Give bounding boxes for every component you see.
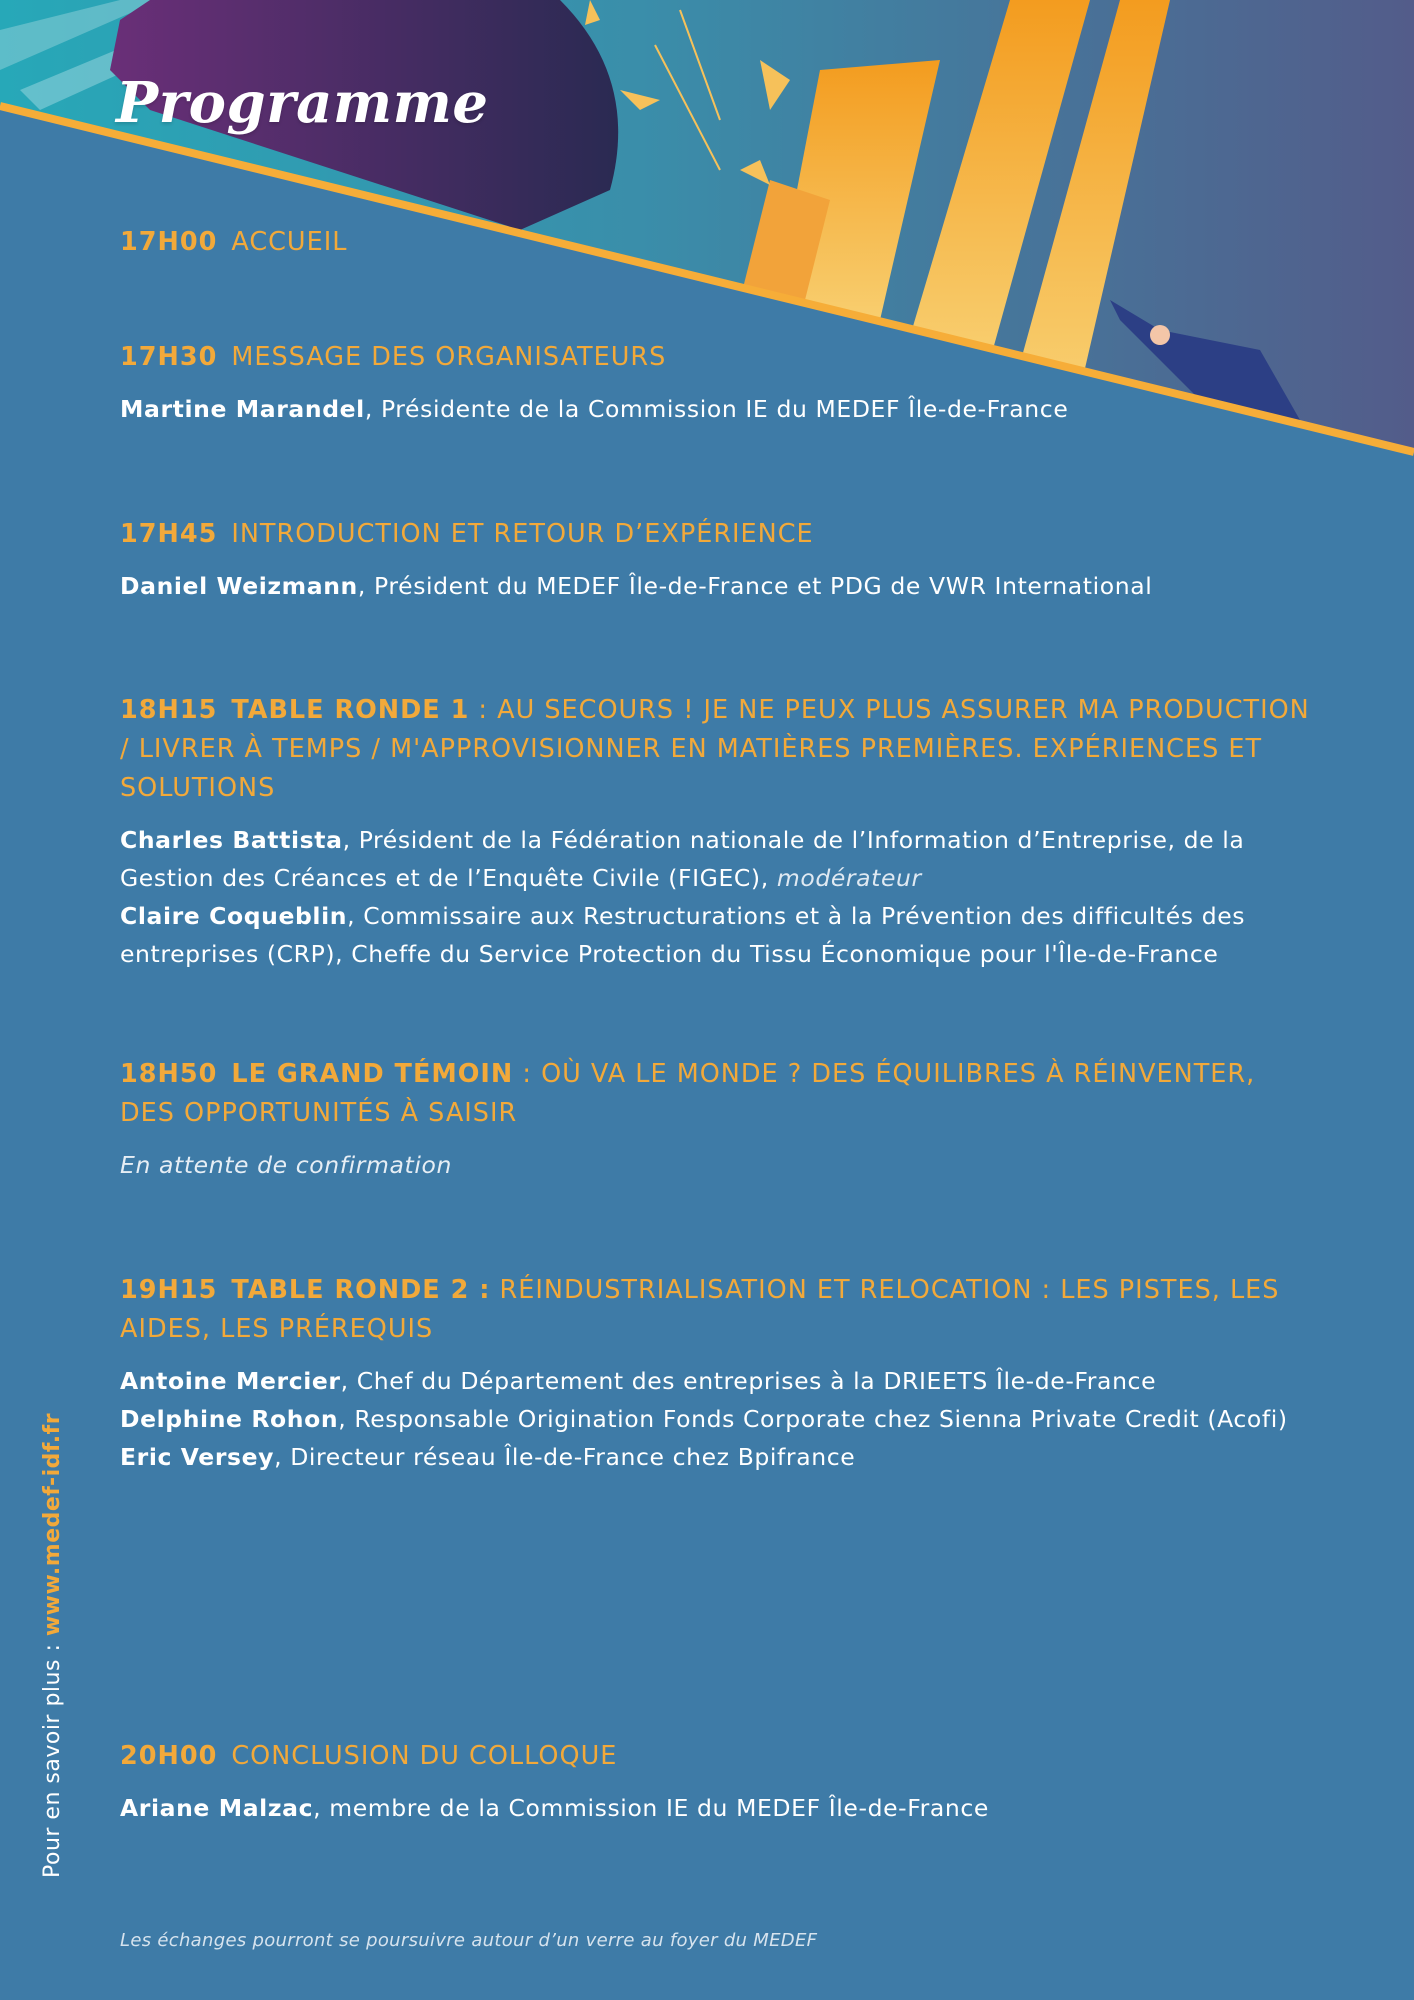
agenda-time: 17H00 [120,227,218,257]
agenda-title: INTRODUCTION ET RETOUR D’EXPÉRIENCE [231,519,814,549]
speaker [120,1438,1310,1476]
agenda-title: CONCLUSION DU COLLOQUE [231,1741,618,1771]
agenda-heading [120,223,1310,262]
speaker-name: Antoine Mercier [120,1367,341,1395]
speaker-list [120,390,1310,428]
pending-confirmation: En attente de confirmation [120,1151,452,1179]
agenda-keyword: TABLE RONDE 1 [231,695,470,725]
agenda-title: RÉINDUSTRIALISATION ET RELOCATION : LES PISTES, LES AIDES, LES PRÉREQUIS [120,1275,1280,1344]
speaker-list [120,567,1310,605]
speaker-name: Eric Versey [120,1443,275,1471]
agenda-title: ACCUEIL [231,227,348,257]
agenda-keyword: LE GRAND TÉMOIN [231,1059,514,1089]
agenda-time: 18H50 [120,1059,218,1089]
speaker-role: , Directeur réseau Île-de-France chez Bpifrance [274,1443,856,1471]
agenda-item [120,1737,1310,1827]
speaker-name: Martine Marandel [120,395,365,423]
speaker-role: , Commissaire aux Restructurations et à la Prévention des difficultés des entreprises (CRP), Cheffe du Service Protection du Tissu Économique pour l'Île-de-France [120,902,1246,968]
agenda-time: 20H00 [120,1741,218,1771]
speaker [120,390,1310,428]
agenda-heading [120,1271,1310,1349]
speaker-list [120,1362,1310,1476]
speaker-role: , Responsable Origination Fonds Corporate chez Sienna Private Credit (Acofi) [338,1405,1288,1433]
agenda-item [120,1055,1310,1184]
agenda-title: : OÙ VA LE MONDE ? DES ÉQUILIBRES À RÉINVENTER, DES OPPORTUNITÉS À SAISIR [120,1059,1256,1128]
speaker [120,1362,1310,1400]
speaker-list [120,1146,1310,1184]
speaker-role: , Président du MEDEF Île-de-France et PDG de VWR International [357,572,1153,600]
speaker [120,1400,1310,1438]
speaker [120,897,1310,973]
moderator-tag: modérateur [776,864,922,892]
website-link[interactable]: www.medef-idf.fr [40,1412,65,1637]
agenda-item [120,515,1310,605]
speaker [120,567,1310,605]
agenda-item [120,691,1310,973]
speaker-name: Charles Battista [120,826,343,854]
speaker-role: , Présidente de la Commission IE du MEDEF Île-de-France [364,395,1069,423]
page-title: Programme [116,70,489,136]
agenda-title: : AU SECOURS ! JE NE PEUX PLUS ASSURER MA PRODUCTION / LIVRER À TEMPS / M'APPROVISIONNER EN MATIÈRES PREMIÈRES. EXPÉRIENCES ET SOLUTIONS [120,695,1310,803]
more-info-label: Pour en savoir plus : [40,1636,65,1878]
agenda-time: 19H15 [120,1275,218,1305]
agenda-time: 18H15 [120,695,218,725]
agenda-item [120,223,1310,262]
speaker-list [120,821,1310,973]
agenda-time: 17H30 [120,342,218,372]
footer-note: Les échanges pourront se poursuivre autour d’un verre au foyer du MEDEF [120,1930,818,1951]
speaker-name: Claire Coqueblin [120,902,348,930]
more-info-sidebar [40,1413,65,1878]
agenda-heading [120,1737,1310,1776]
agenda-time: 17H45 [120,519,218,549]
agenda-heading [120,515,1310,554]
speaker-role: , Président de la Fédération nationale de l’Information d’Entreprise, de la Gestion des Créances et de l’Enquête Civile (FIGEC), [120,826,1245,892]
speaker-name: Delphine Rohon [120,1405,339,1433]
agenda-keyword: TABLE RONDE 2 : [231,1275,491,1305]
speaker-name: Ariane Malzac [120,1794,314,1822]
agenda-heading [120,691,1310,808]
speaker-role: , membre de la Commission IE du MEDEF Île-de-France [313,1794,989,1822]
speaker-name: Daniel Weizmann [120,572,358,600]
speaker-list [120,1789,1310,1827]
agenda-heading [120,1055,1310,1133]
speaker [120,821,1310,897]
agenda-heading [120,338,1310,377]
agenda-title: MESSAGE DES ORGANISATEURS [231,342,667,372]
agenda-item [120,338,1310,428]
speaker [120,1789,1310,1827]
agenda-item [120,1271,1310,1476]
speaker-role: , Chef du Département des entreprises à la DRIEETS Île-de-France [340,1367,1157,1395]
